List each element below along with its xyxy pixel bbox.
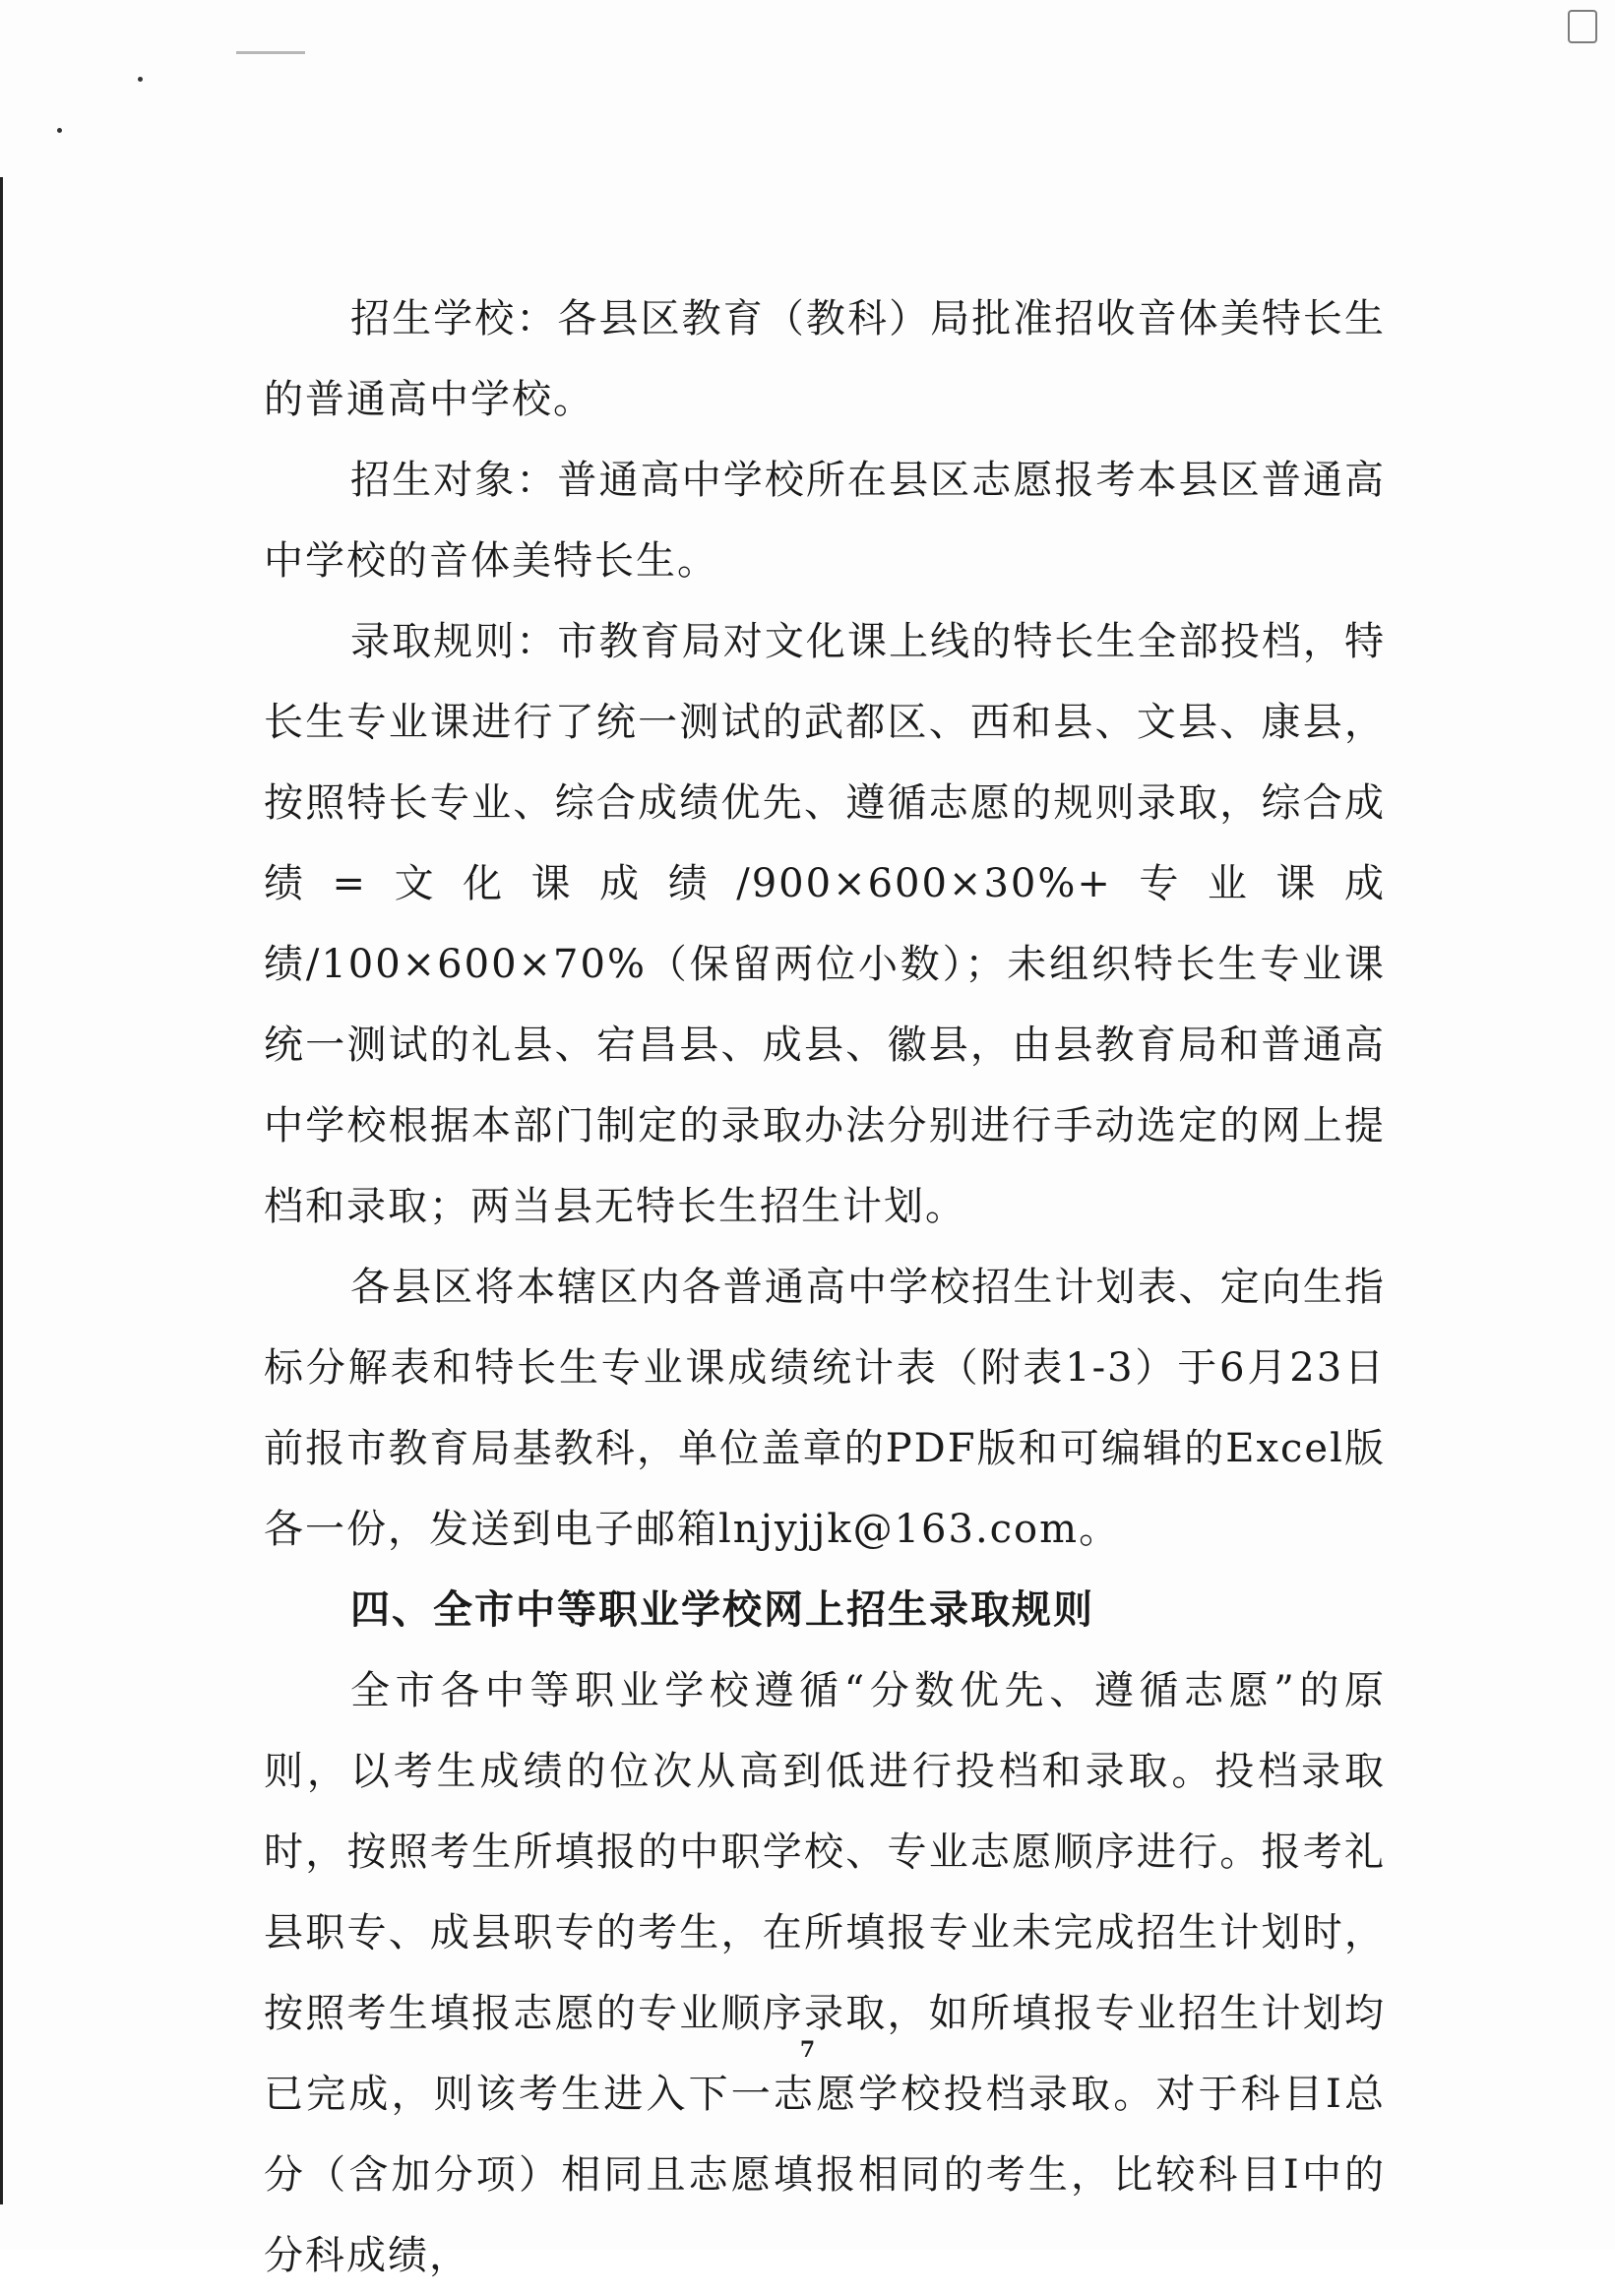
paragraph-recruit-targets: 招生对象：普通高中学校所在县区志愿报考本县区普通高中学校的音体美特长生。 bbox=[264, 458, 1386, 584]
section-heading: 四、全市中等职业学校网上招生录取规则 bbox=[350, 1587, 1094, 1633]
paragraph-recruit-schools: 招生学校：各县区教育（教科）局批准招收音体美特长生的普通高中学校。 bbox=[264, 296, 1386, 422]
scan-edge bbox=[0, 177, 3, 2204]
page-number: 7 bbox=[799, 2037, 816, 2063]
corner-mark bbox=[1568, 10, 1597, 43]
document-body bbox=[264, 279, 1386, 2296]
scan-dot bbox=[57, 128, 62, 133]
paragraph-admission-rules: 录取规则：市教育局对文化课上线的特长生全部投档，特长生专业课进行了统一测试的武都区、西和县、文县、康县，按照特长专业、综合成绩优先、遵循志愿的规则录取，综合成绩=文化课成绩/900×600×30%+专业课成绩/100×600×70%（保留两位小数）；未组织特长生专业课统一测试的礼县、宕昌县、成县、徽县，由县教育局和普通高中学校根据本部门制定的录取办法分别进行手动选定的网上提档和录取；两当县无特长生招生计划。 bbox=[264, 619, 1386, 1229]
paragraph-submission: 各县区将本辖区内各普通高中学校招生计划表、定向生指标分解表和特长生专业课成绩统计表（附表1-3）于6月23日前报市教育局基教科，单位盖章的PDF版和可编辑的Excel版各一份，发送到电子邮箱lnjyjjk@163.com。 bbox=[264, 1265, 1386, 1552]
scan-dot bbox=[138, 77, 143, 82]
paragraph-vocational-rules: 全市各中等职业学校遵循“分数优先、遵循志愿”的原则，以考生成绩的位次从高到低进行投档和录取。投档录取时，按照考生所填报的中职学校、专业志愿顺序进行。报考礼县职专、成县职专的考生，在所填报专业未完成招生计划时，按照考生填报志愿的专业顺序录取，如所填报专业招生计划均已完成，则该考生进入下一志愿学校投档录取。对于科目Ⅰ总分（含加分项）相同且志愿填报相同的考生，比较科目Ⅰ中的分科成绩， bbox=[264, 1668, 1386, 2278]
scan-mark bbox=[236, 51, 305, 54]
